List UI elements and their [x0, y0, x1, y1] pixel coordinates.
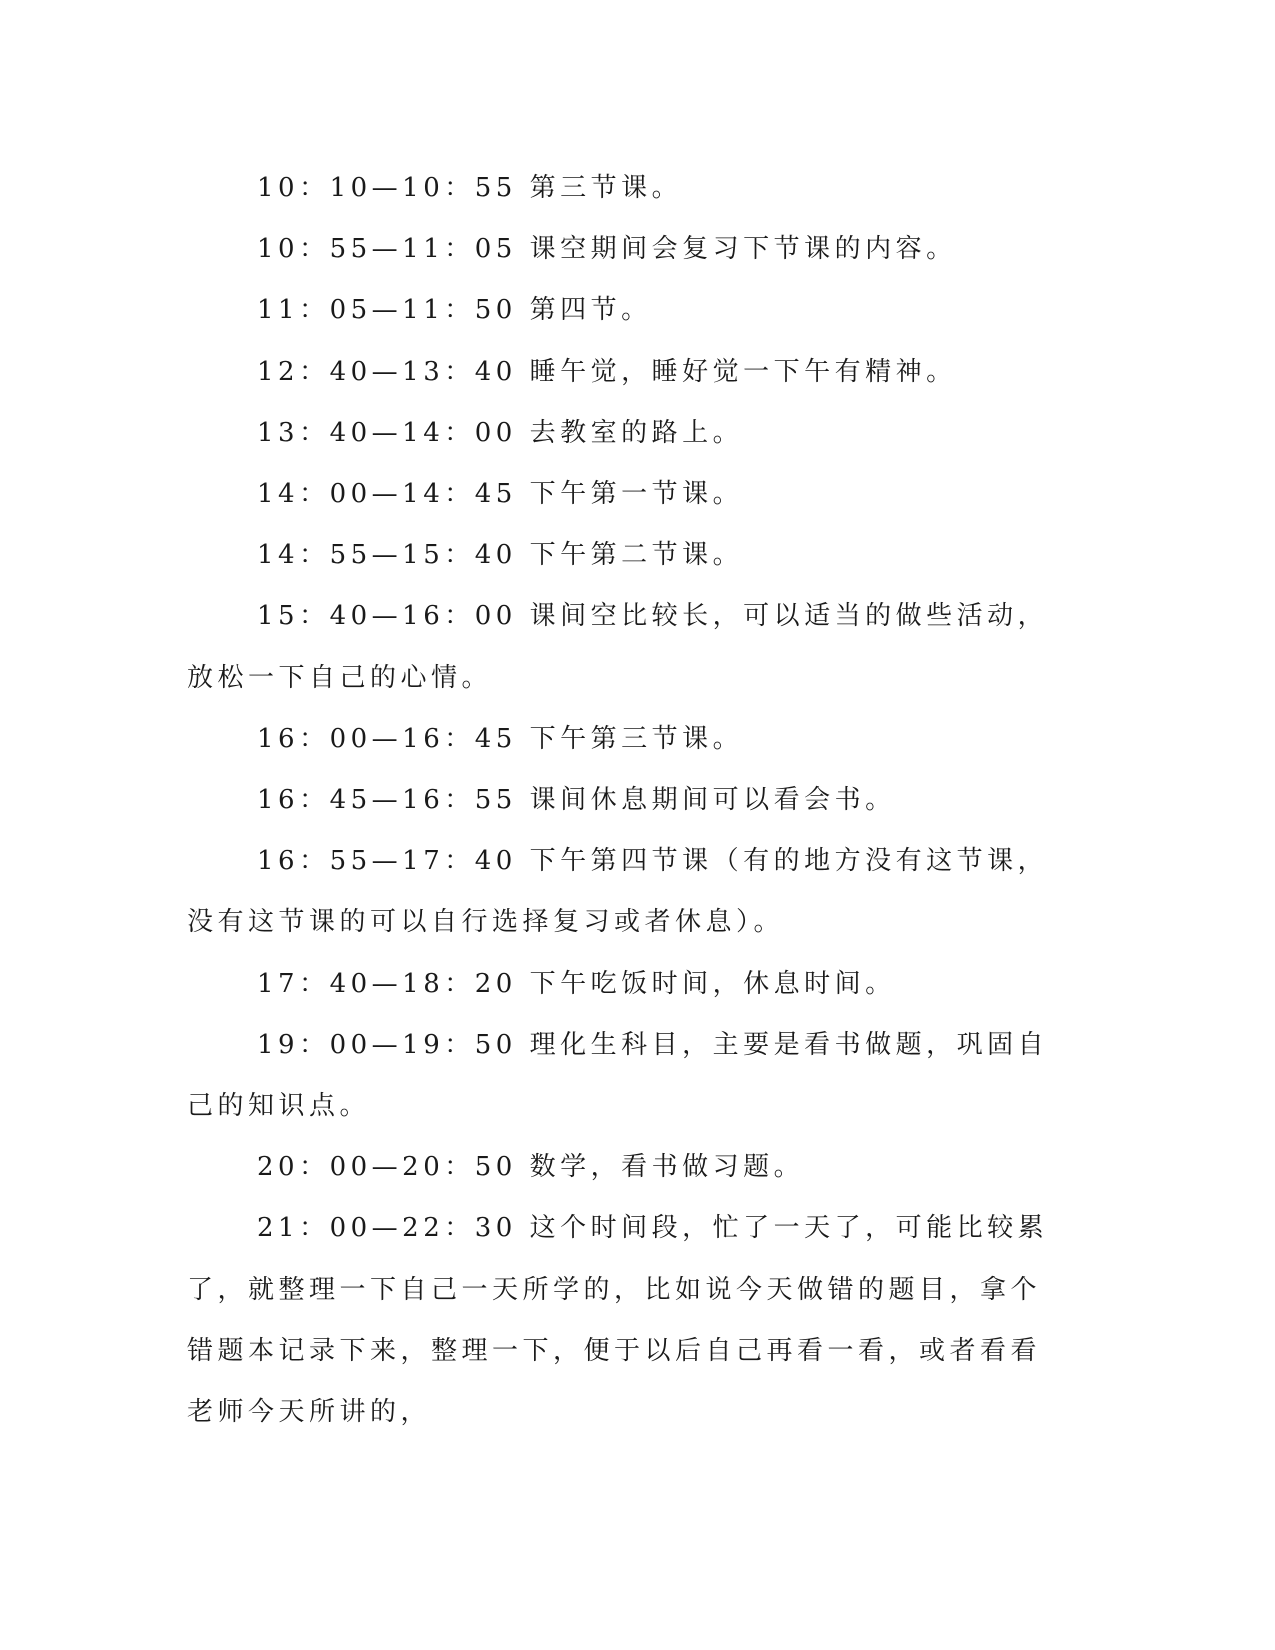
schedule-paragraph: 13：40—14：00 去教室的路上。 [257, 417, 744, 448]
schedule-paragraph: 16：00—16：45 下午第三节课。 [257, 723, 744, 754]
schedule-paragraph: 10：55—11：05 课空期间会复习下节课的内容。 [257, 234, 957, 265]
schedule-paragraph: 14：55—15：40 下午第二节课。 [257, 540, 744, 571]
schedule-paragraph: 14：00—14：45 下午第一节课。 [257, 479, 744, 510]
schedule-paragraph: 16：55—17：40 下午第四节课（有的地方没有这节课，没有这节课的可以自行选择复习或者休息）。 [187, 846, 1049, 938]
schedule-paragraph: 19：00—19：50 理化生科目，主要是看书做题，巩固自己的知识点。 [187, 1029, 1049, 1122]
document-body [187, 158, 1067, 1443]
schedule-paragraph: 20：00—20：50 数学，看书做习题。 [257, 1152, 805, 1183]
schedule-paragraph: 16：45—16：55 课间休息期间可以看会书。 [257, 785, 896, 816]
schedule-paragraph: 15：40—16：00 课间空比较长，可以适当的做些活动，放松一下自己的心情。 [187, 601, 1049, 693]
schedule-paragraph: 11：05—11：50 第四节。 [257, 295, 652, 326]
schedule-paragraph: 21：00—22：30 这个时间段，忙了一天了，可能比较累了，就整理一下自己一天所学的，比如说今天做错的题目，拿个错题本记录下来，整理一下，便于以后自己再看一看，或者看看老师今天所讲的， [187, 1213, 1049, 1428]
schedule-paragraph: 10：10—10：55 第三节课。 [257, 173, 683, 203]
schedule-paragraph: 12：40—13：40 睡午觉，睡好觉一下午有精神。 [257, 356, 957, 387]
schedule-paragraph: 17：40—18：20 下午吃饭时间，休息时间。 [257, 968, 896, 999]
